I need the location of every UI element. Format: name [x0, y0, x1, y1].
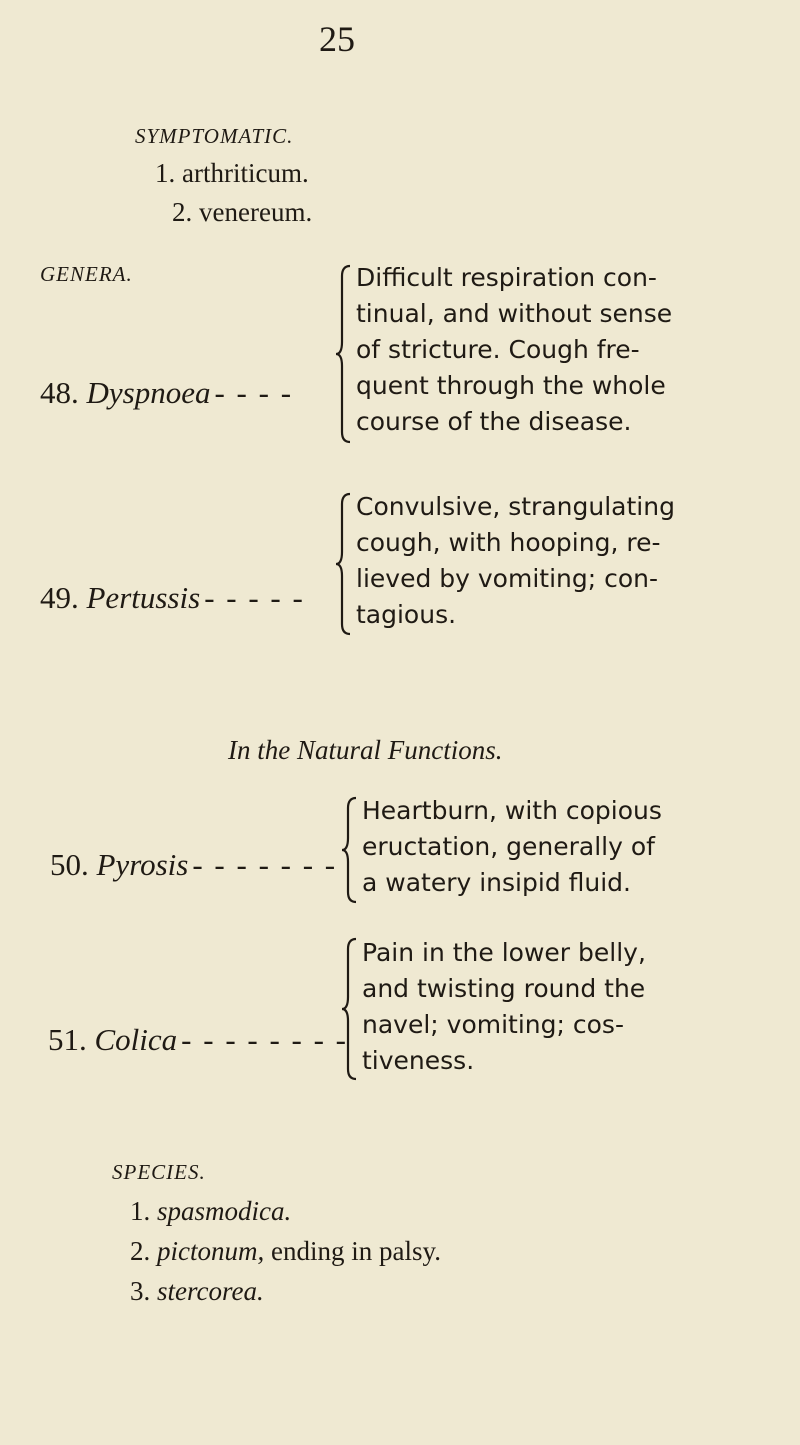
description-line: eructation, generally of [362, 832, 655, 861]
species-heading: SPECIES. [112, 1160, 206, 1184]
leader-dashes: - - - - - [204, 580, 305, 615]
description-line: of stricture. Cough fre- [356, 335, 640, 364]
genus-colica [48, 1022, 348, 1058]
brace-dyspnoea [334, 262, 356, 446]
genera-label: GENERA. [40, 262, 133, 286]
description-line: course of the disease. [356, 407, 632, 436]
genus-number: 51. [48, 1022, 87, 1057]
symptomatic-item-2: 2. venereum. [172, 197, 313, 227]
genus-pertussis [40, 580, 305, 616]
symptomatic-item-1: 1. arthriticum. [155, 158, 309, 188]
species-number: 2. [130, 1236, 151, 1266]
species-note: ending in palsy. [271, 1236, 441, 1266]
genus-number: 49. [40, 580, 79, 615]
genus-name: Pertussis [86, 580, 201, 615]
description-line: tagious. [356, 600, 457, 629]
description-dyspnoea [356, 260, 672, 440]
section-heading: In the Natural Functions. [228, 735, 503, 765]
genus-number: 50. [50, 847, 89, 882]
description-colica [362, 935, 646, 1079]
description-line: cough, with hooping, re- [356, 528, 661, 557]
leader-dashes: - - - - - - - - [181, 1022, 349, 1057]
description-line: tinual, and without sense [356, 299, 673, 328]
species-item-3 [130, 1276, 264, 1307]
genus-number: 48. [40, 375, 79, 410]
leader-dashes: - - - - - - - [192, 847, 338, 882]
species-name: pictonum, [157, 1236, 265, 1266]
description-line: Pain in the lower belly, [362, 938, 646, 967]
symptomatic-heading: SYMPTOMATIC. [135, 124, 294, 148]
genus-name: Pyrosis [96, 847, 189, 882]
description-pertussis [356, 489, 675, 633]
genus-name: Dyspnoea [86, 375, 211, 410]
species-number: 3. [130, 1276, 151, 1306]
description-line: lieved by vomiting; con- [356, 564, 659, 593]
description-line: Difficult respiration con- [356, 263, 657, 292]
description-line: Heartburn, with copious [362, 796, 662, 825]
species-item-2 [130, 1236, 441, 1267]
description-line: and twisting round the [362, 974, 646, 1003]
brace-colica [340, 935, 362, 1083]
description-line: navel; vomiting; cos- [362, 1010, 624, 1039]
description-line: a watery insipid fluid. [362, 868, 631, 897]
description-pyrosis [362, 793, 662, 901]
genus-name: Colica [94, 1022, 178, 1057]
species-name: spasmodica. [157, 1196, 292, 1226]
description-line: tiveness. [362, 1046, 475, 1075]
leader-dashes: - - - - [214, 375, 294, 410]
brace-pertussis [334, 490, 356, 638]
page-number: 25 [319, 19, 355, 59]
species-name: stercorea. [157, 1276, 264, 1306]
description-line: Convulsive, strangulating [356, 492, 675, 521]
genus-pyrosis [50, 847, 337, 883]
genus-dyspnoea [40, 375, 293, 411]
description-line: quent through the whole [356, 371, 666, 400]
species-number: 1. [130, 1196, 151, 1226]
species-item-1 [130, 1196, 291, 1227]
brace-pyrosis [340, 794, 362, 906]
